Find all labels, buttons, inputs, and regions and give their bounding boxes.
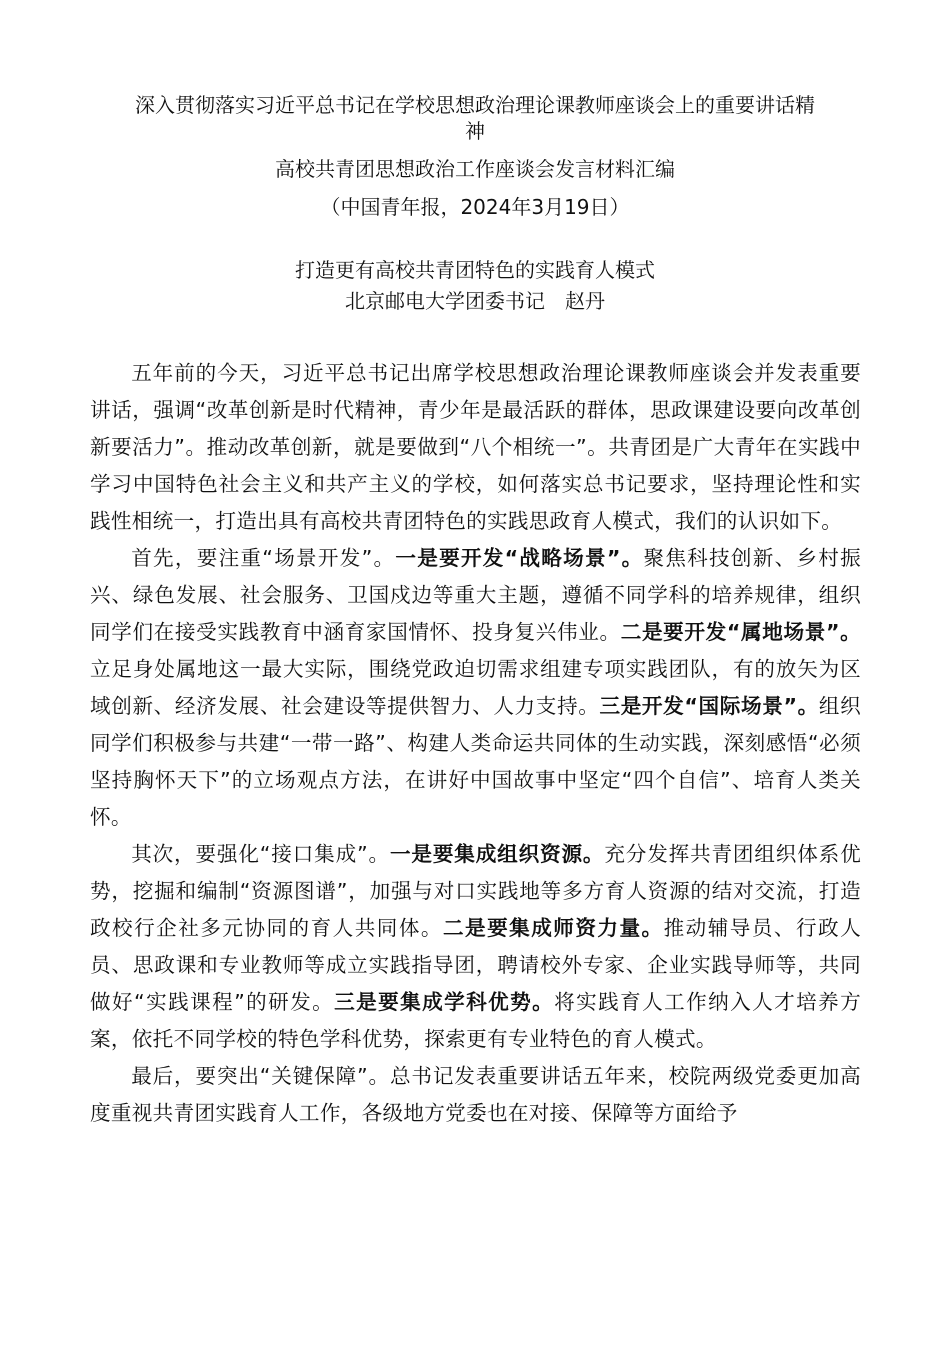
paragraph-text: 立足身处属地这一最大实际，围绕党政迫切需求组建专项实践团队，有的放矢为区域创新、经济发展、社会建设等提供智力、人力支持。 bbox=[90, 657, 861, 718]
paragraph-text: 首先，要注重“场景开发”。 bbox=[131, 546, 396, 570]
article-body bbox=[90, 355, 861, 1132]
collection-title: 高校共青团思想政治工作座谈会发言材料汇编 bbox=[275, 157, 675, 181]
emphasis-text: 二是要集成师资力量。 bbox=[442, 916, 664, 940]
article-heading bbox=[90, 255, 860, 317]
body-paragraph bbox=[90, 355, 861, 540]
paragraph-text: 组织同学们积极参与共建“一带一路”、构建人类命运共同体的生动实践，深刻感悟“必须坚持胸怀天下”的立场观点方法，在讲好中国故事中坚定“四个自信”、培育人类关怀。 bbox=[90, 694, 861, 829]
paragraph-text: 充分发挥共青团组织体系优势，挖掘和编制“资源图谱”，加强与对口实践地等多方育人资源的结对交流，打造政校行企社多元协同的育人共同体。 bbox=[90, 842, 861, 940]
paragraph-text: 最后，要突出“关键保障”。总书记发表重要讲话五年来，校院两级党委更加高度重视共青团实践育人工作，各级地方党委也在对接、保障等方面给予 bbox=[90, 1064, 861, 1125]
document-header bbox=[90, 92, 860, 220]
emphasis-text: 三是开发“国际场景”。 bbox=[599, 694, 819, 718]
paragraph-text: 聚焦科技创新、乡村振兴、绿色发展、社会服务、卫国戍边等重大主题，遵循不同学科的培养规律，组织同学们在接受实践教育中涵育家国情怀、投身复兴伟业。 bbox=[90, 546, 862, 644]
paragraph-text: 其次，要强化“接口集成”。 bbox=[131, 842, 390, 866]
document-title-line-1: 深入贯彻落实习近平总书记在学校思想政治理论课教师座谈会上的重要讲话精 bbox=[135, 93, 815, 117]
body-paragraph bbox=[90, 540, 861, 836]
body-paragraph bbox=[90, 836, 861, 1058]
body-paragraph bbox=[90, 1058, 861, 1132]
emphasis-text: 二是要开发“属地场景”。 bbox=[620, 620, 862, 644]
article-author: 北京邮电大学团委书记 赵丹 bbox=[345, 289, 605, 313]
article-title: 打造更有高校共青团特色的实践育人模式 bbox=[295, 258, 655, 282]
paragraph-text: 推动辅导员、行政人员、思政课和专业教师等成立实践指导团，聘请校外专家、企业实践导师等，共同做好“实践课程”的研发。 bbox=[90, 916, 861, 1014]
emphasis-text: 一是要开发“战略场景”。 bbox=[395, 546, 644, 570]
emphasis-text: 三是要集成学科优势。 bbox=[334, 990, 555, 1014]
source-line: （中国青年报，2024年3月19日） bbox=[320, 195, 630, 219]
paragraph-text: 五年前的今天，习近平总书记出席学校思想政治理论课教师座谈会并发表重要讲话，强调“改革创新是时代精神，青少年是最活跃的群体，思政课建设要向改革创新要活力”。推动改革创新，就是要做到“八个相统一”。共青团是广大青年在实践中学习中国特色社会主义和共产主义的学校，如何落实总书记要求，坚持理论性和实践性相统一，打造出具有高校共青团特色的实践思政育人模式，我们的认识如下。 bbox=[90, 361, 861, 533]
paragraph-text: 将实践育人工作纳入人才培养方案，依托不同学校的特色学科优势，探索更有专业特色的育人模式。 bbox=[90, 990, 862, 1051]
document-title-line-2: 神 bbox=[465, 119, 485, 143]
emphasis-text: 一是要集成组织资源。 bbox=[389, 842, 605, 866]
